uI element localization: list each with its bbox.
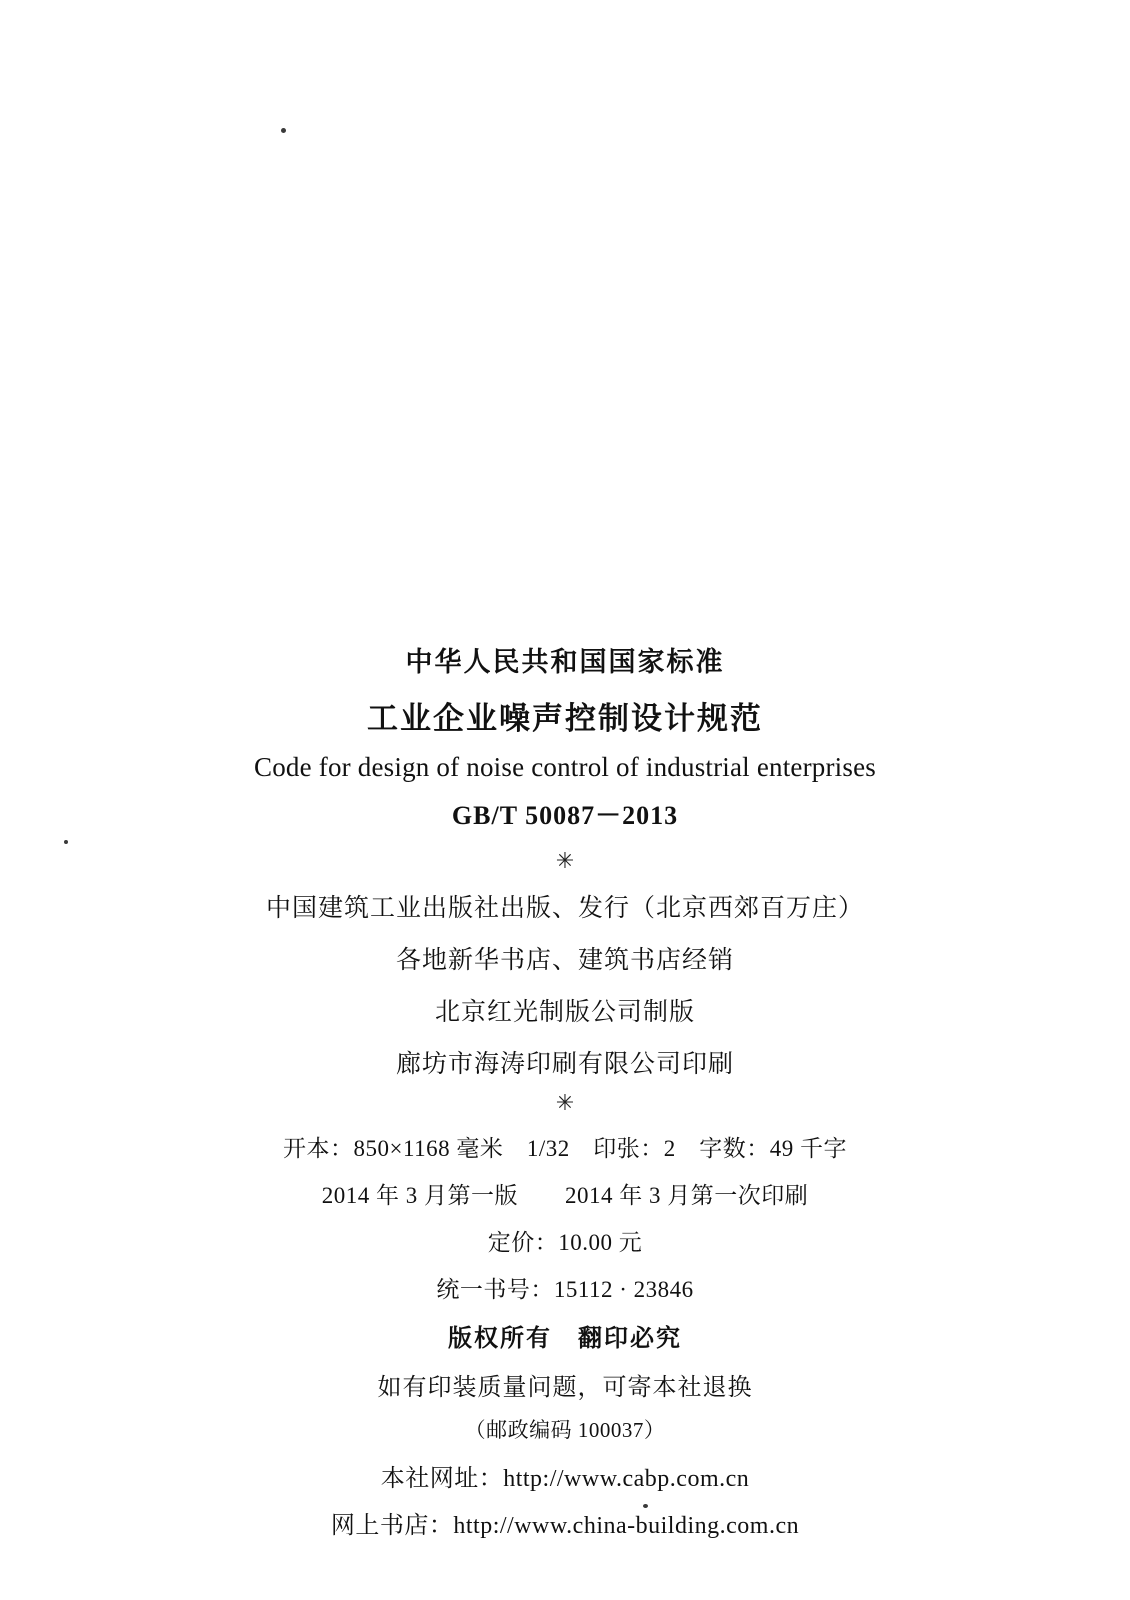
platemaking-line: 北京红光制版公司制版 <box>434 999 695 1026</box>
standard-organization-line: 中华人民共和国国家标准 <box>405 647 725 677</box>
distribution-line: 各地新华书店、建筑书店经销 <box>395 947 734 974</box>
publisher-website-line: 本社网址：http://www.cabp.com.cn <box>380 1466 750 1492</box>
asterisk-separator-icon: ✳ <box>555 1090 575 1115</box>
quality-notice: 如有印装质量问题，可寄本社退换 <box>377 1375 753 1401</box>
document-title-cn: 工业企业噪声控制设计规范 <box>367 701 763 737</box>
edition-line: 2014 年 3 月第一版 2014 年 3 月第一次印刷 <box>321 1183 809 1208</box>
book-number-line: 统一书号：15112 · 23846 <box>436 1277 694 1302</box>
copyright-notice: 版权所有 翻印必究 <box>448 1324 682 1352</box>
printer-line: 廊坊市海涛印刷有限公司印刷 <box>395 1051 734 1078</box>
asterisk-separator-icon: ✳ <box>555 848 575 873</box>
price-line: 定价：10.00 元 <box>487 1230 643 1255</box>
publisher-line: 中国建筑工业出版社出版、发行（北京西郊百万庄） <box>265 895 864 922</box>
colophon-block <box>0 640 1130 1540</box>
standard-code: GB/T 50087－2013 <box>451 801 679 830</box>
format-specs-line: 开本：850×1168 毫米 1/32 印张：2 字数：49 千字 <box>282 1136 847 1161</box>
document-title-en: Code for design of noise control of industrial enterprises <box>254 752 876 782</box>
scan-speck-icon <box>281 128 286 133</box>
postcode-line: （邮政编码 100037） <box>464 1418 666 1442</box>
online-bookstore-line: 网上书店：http://www.china-building.com.cn <box>330 1513 800 1539</box>
